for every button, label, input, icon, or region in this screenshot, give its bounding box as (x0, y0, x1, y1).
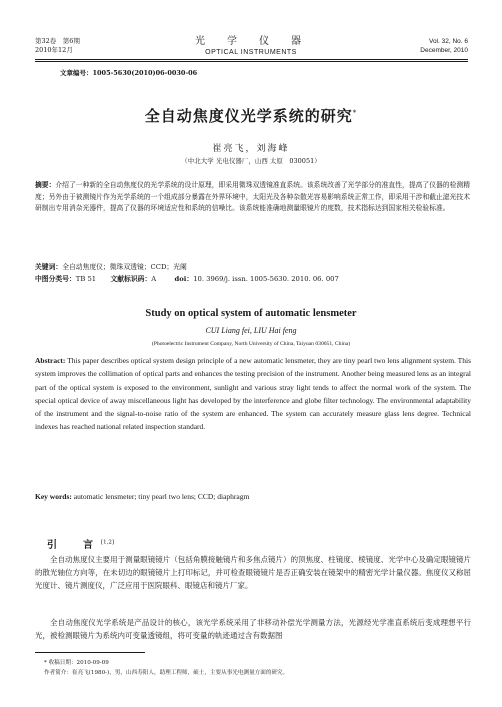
class-number-label: 中图分类号： (35, 275, 76, 283)
date-cn: 2010年12月 (35, 46, 73, 54)
title-text: 全自动焦度仪光学系统的研究 (144, 107, 353, 125)
footnote-rule (35, 652, 145, 653)
keywords-cn-label: 关键词： (35, 263, 63, 271)
journal-name-en: OPTICAL INSTRUMENTS (205, 49, 297, 56)
paper-title-cn (0, 105, 502, 126)
header-rule-bottom (35, 61, 468, 62)
volume-issue-en: Vol. 32, No. 6 (428, 38, 468, 45)
header-rule-top (35, 59, 468, 60)
abstract-cn-text: 介绍了一种新的全自动焦度仪的光学系统的设计原理，即采用微珠双透镜准直系统。该系统改善了光学部分的准直性，提高了仪器的检测精度；另外由于被测镜片作为光学系统的一个组成部分暴露在外界环境中，太阳光及各种杂散光容易影响系统正常工作，即采用干涉和截止滤光技术研制出专用消杂光器件，提高了仪器的环境适应性和系统的信噪比。该系统能准确地测量眼镜片的度数，技术指标达到国家相关检验标准。 (35, 181, 470, 212)
date-en: December, 2010 (420, 47, 468, 54)
classification-line (35, 273, 339, 283)
section-heading-introduction (47, 536, 114, 551)
footnote-author-bio: 作者简介：崔亮飞(1980-)，男，山西寿阳人，助理工程师，硕士，主要从事光电测量方面的研究。 (44, 670, 289, 676)
keywords-en-label: Key words: (35, 492, 72, 501)
intro-heading-text: 引 言 (47, 540, 101, 551)
intro-paragraph-2: 全自动焦度仪光学系统是产品设计的核心，该光学系统采用了非移动补偿光学测量方法，光源经光学准直系统后变成理想平行光，被检测眼镜片为系统内可变量透镜组，将可变量的轨迹通过含有数据图 (35, 618, 471, 641)
footnote-received-date: * 收稿日期：2010-09-09 (44, 660, 109, 666)
authors-en: CUI Liang fei, LIU Hai feng (205, 326, 297, 335)
affiliation-cn: （中北大学 光电仪器厂，山西 太原 030051） (181, 157, 321, 165)
class-number: TB 51 (75, 275, 97, 283)
keywords-cn-text: 全自动焦度仪；微珠双透镜；CCD；光阑 (62, 263, 187, 271)
intro-paragraph-1: 全自动焦度仪主要用于测量眼镜镜片（包括角膜接触镜片和多焦点镜片）的顶焦度、柱镜度、棱镜度、光学中心及确定眼镜镜片的散光轴位方向等，在未切边的眼镜镜片上打印标记，并可检查眼镜镜片是否正确安装在镜架中的精密光学计量仪器。焦度仪又称屈光度计、镜片测度仪，广泛应用于医院眼科、眼镜店和镜片厂家。 (35, 555, 471, 591)
authors-cn: 崔亮飞，刘海峰 (212, 144, 290, 154)
doc-code: A (151, 275, 157, 283)
doi-value: 10. 3969/j. issn. 1005-5630. 2010. 06. 007 (193, 275, 339, 283)
abstract-en (35, 354, 471, 434)
doi-label: doi： (174, 275, 194, 283)
keywords-en-text: automatic lensmeter; tiny pearl two lens; CCD; diaphragm (73, 492, 250, 501)
article-number: 文章编号：1005-5630(2010)06-0030-06 (60, 69, 198, 77)
abstract-en-label: Abstract: (35, 356, 66, 365)
abstract-cn-label: 摘要： (35, 181, 56, 189)
intro-citation: [1,2] (101, 539, 115, 546)
title-footnote-mark: * (352, 109, 358, 117)
volume-issue-cn: 第32卷 第6期 (35, 37, 80, 45)
paper-title-en: Study on optical system of automatic lensmeter (145, 308, 357, 319)
keywords-cn (35, 261, 187, 271)
journal-name-cn: 光 学 仪 器 (195, 36, 307, 47)
abstract-en-text: This paper describes optical system design principle of a new automatic lensmeter, they are tiny pearl two lens alignment system. This system improves the collimation of optical parts and enhances the testing precision of the instrument. Another being measured lens as an integral part of the optical system is exposed to the environment, sunlight and various stray light tends to affect the normal work of the system. The special optical device of away miscellaneous light has developed by the interference and globe filter technology. The environmental adaptability of the instrument and the signal-to-noise ratio of the system are enhanced. The system can accurately measure glass lens degree. Technical indexes has reached national related inspection standard. (35, 356, 472, 432)
keywords-en (35, 492, 249, 501)
affiliation-en: (Photoelectric Instrument Company, North University of China, Taiyuan 030051, China) (151, 341, 351, 347)
header-volume-info-en (420, 37, 468, 55)
doc-code-label: 文献标识码： (110, 275, 152, 283)
abstract-cn (35, 180, 470, 215)
